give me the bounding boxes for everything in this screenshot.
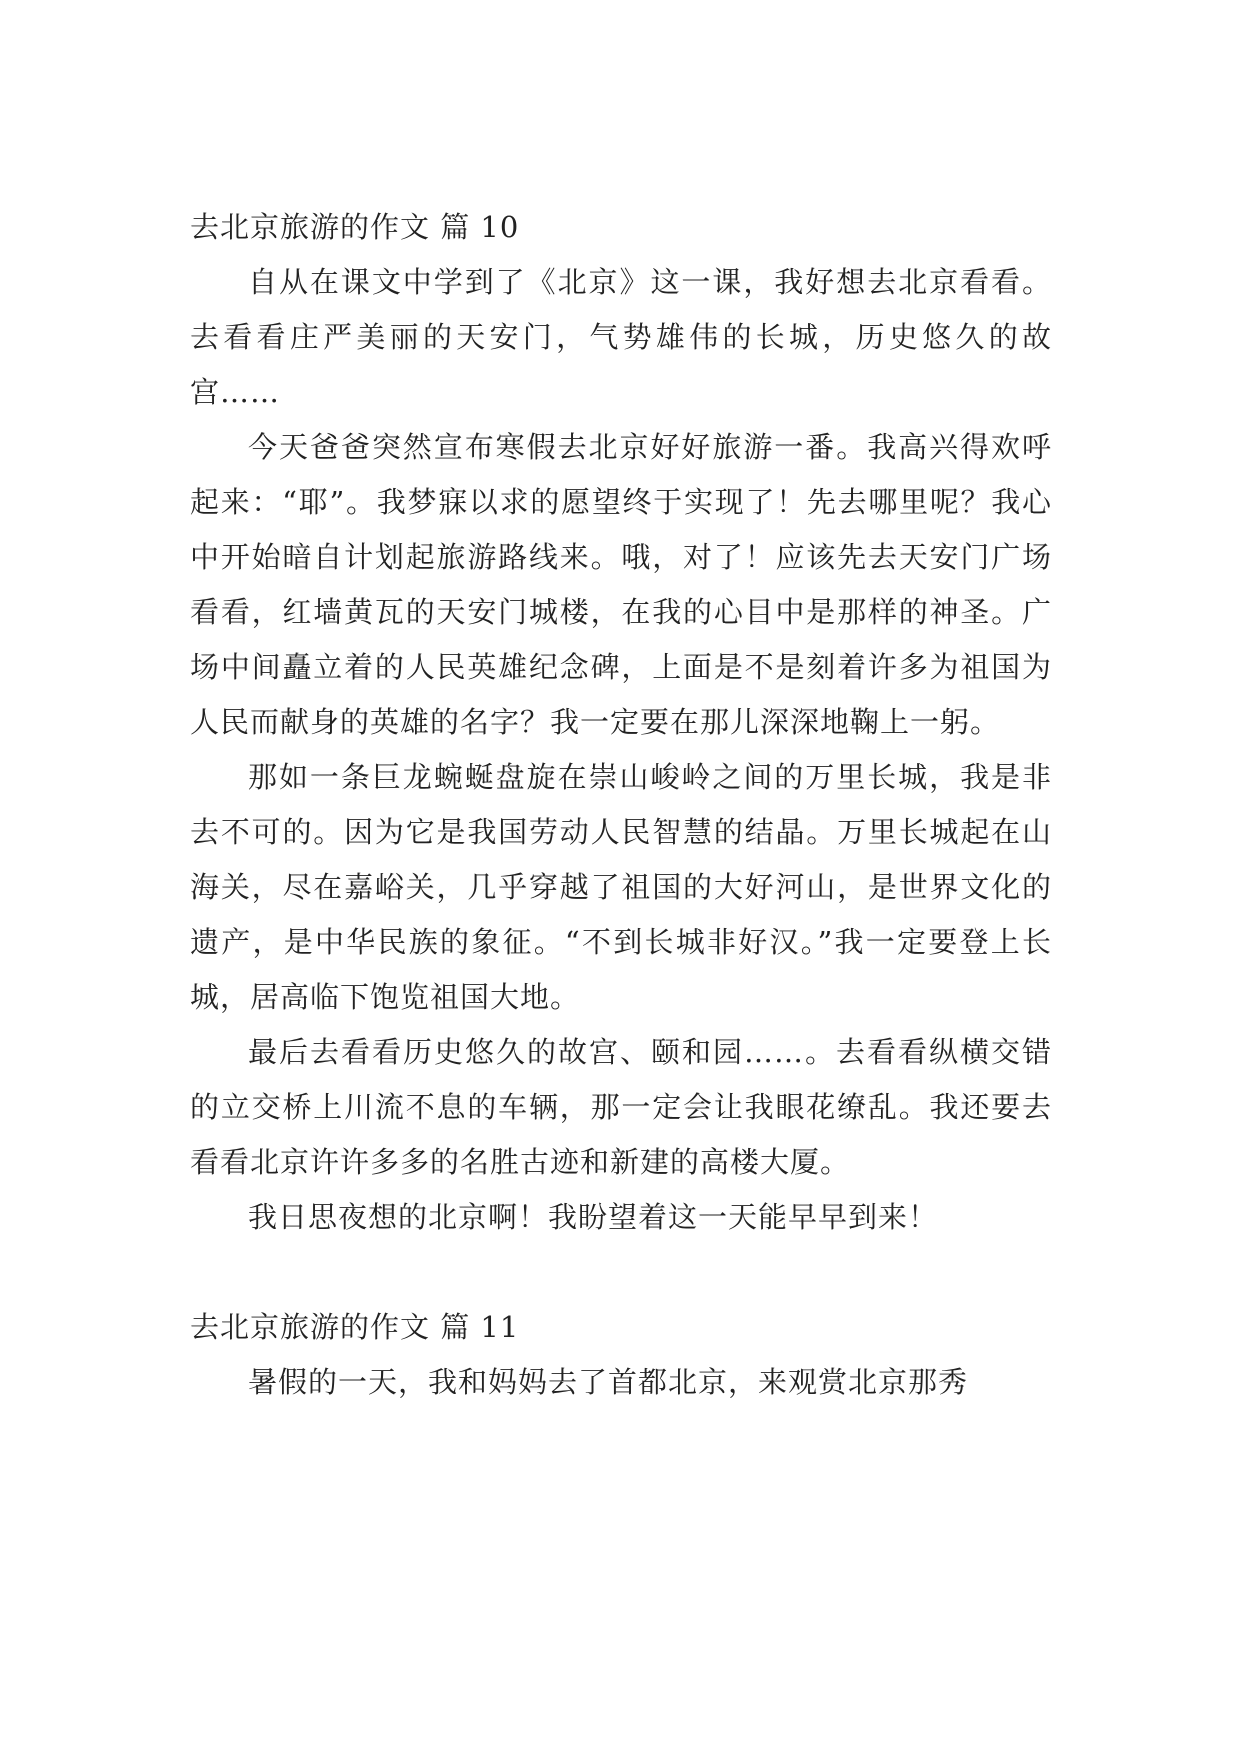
document-body bbox=[190, 200, 1052, 1410]
section-heading: 去北京旅游的作文 篇 10 bbox=[190, 210, 520, 244]
body-paragraph: 最后去看看历史悠久的故宫、颐和园……。去看看纵横交错的立交桥上川流不息的车辆，那一定会让我眼花缭乱。我还要去看看北京许许多多的名胜古迹和新建的高楼大厦。 bbox=[190, 1035, 1052, 1179]
body-paragraph: 那如一条巨龙蜿蜒盘旋在崇山峻岭之间的万里长城，我是非去不可的。因为它是我国劳动人民智慧的结晶。万里长城起在山海关，尽在嘉峪关，几乎穿越了祖国的大好河山，是世界文化的遗产，是中华民族的象征。“不到长城非好汉。”我一定要登上长城，居高临下饱览祖国大地。 bbox=[190, 760, 1052, 1014]
doc-section bbox=[190, 1300, 1052, 1410]
section-heading: 去北京旅游的作文 篇 11 bbox=[190, 1310, 520, 1344]
body-paragraph: 我日思夜想的北京啊！我盼望着这一天能早早到来！ bbox=[248, 1200, 939, 1234]
doc-section bbox=[190, 200, 1052, 1245]
body-paragraph: 今天爸爸突然宣布寒假去北京好好旅游一番。我高兴得欢呼起来：“耶”。我梦寐以求的愿望终于实现了！先去哪里呢？我心中开始暗自计划起旅游路线来。哦，对了！应该先去天安门广场看看，红墙黄瓦的天安门城楼，在我的心目中是那样的神圣。广场中间矗立着的人民英雄纪念碑，上面是不是刻着许多为祖国为人民而献身的英雄的名字？我一定要在那儿深深地鞠上一躬。 bbox=[190, 430, 1052, 739]
body-paragraph: 自从在课文中学到了《北京》这一课，我好想去北京看看。去看看庄严美丽的天安门，气势雄伟的长城，历史悠久的故宫…… bbox=[190, 265, 1052, 409]
body-paragraph: 暑假的一天，我和妈妈去了首都北京，来观赏北京那秀 bbox=[248, 1365, 969, 1399]
